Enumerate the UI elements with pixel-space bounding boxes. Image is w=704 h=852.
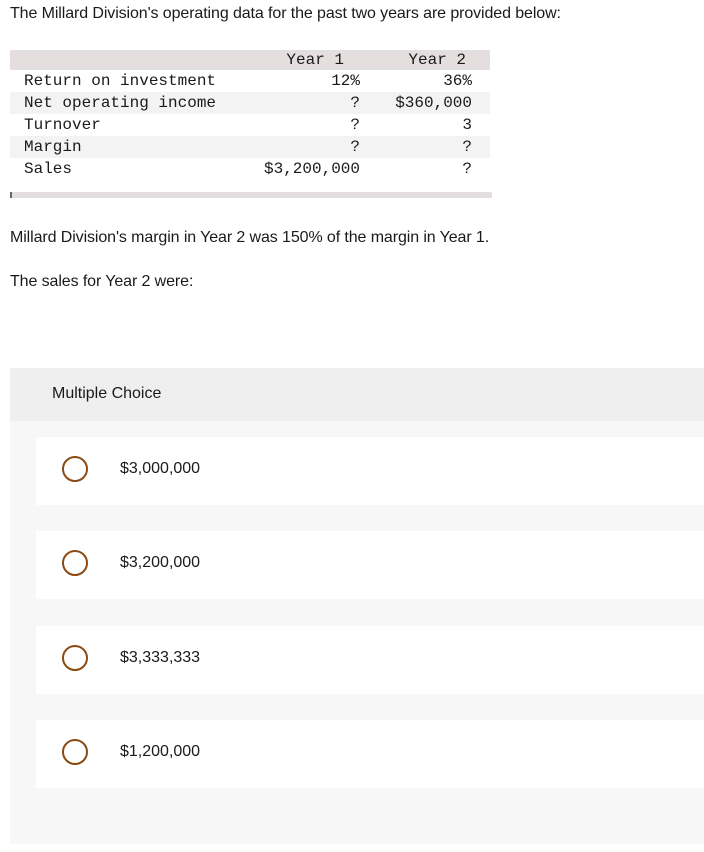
operating-data-table (10, 50, 490, 180)
table-row (10, 114, 490, 136)
answer-option-4[interactable] (36, 720, 704, 788)
table-footer-bar (10, 192, 492, 198)
row-label: Net operating income (24, 94, 217, 112)
radio-button-icon[interactable] (62, 550, 88, 576)
answer-option-2[interactable] (36, 531, 704, 599)
answer-option-3[interactable] (36, 626, 704, 694)
table-row (10, 158, 490, 180)
multiple-choice-title: Multiple Choice (52, 385, 162, 402)
option-label: $3,200,000 (120, 554, 201, 571)
table-row (10, 70, 490, 92)
year1-value: $3,200,000 (263, 160, 360, 178)
row-label: Return on investment (24, 72, 217, 90)
row-label: Turnover (24, 116, 101, 134)
year2-value: 36% (443, 72, 472, 90)
margin-statement: Millard Division's margin in Year 2 was 150% of the margin in Year 1. (10, 229, 490, 246)
answer-option-1[interactable] (36, 437, 704, 505)
year2-value: $360,000 (395, 94, 472, 112)
year1-value: ? (350, 94, 360, 112)
table-header-row (10, 50, 490, 70)
multiple-choice-panel (10, 368, 704, 844)
row-label: Margin (24, 138, 82, 156)
radio-button-icon[interactable] (62, 645, 88, 671)
intro-text: The Millard Division's operating data for the past two years are provided below: (10, 5, 561, 22)
year2-header: Year 2 (408, 51, 466, 69)
year2-value: 3 (462, 116, 472, 134)
year1-header: Year 1 (286, 51, 344, 69)
year1-value: ? (350, 138, 360, 156)
year1-value: ? (350, 116, 360, 134)
year2-value: ? (462, 160, 472, 178)
question-text: The sales for Year 2 were: (10, 273, 194, 290)
year2-value: ? (462, 138, 472, 156)
table-row (10, 92, 490, 114)
option-label: $3,333,333 (120, 649, 201, 666)
year1-value: 12% (331, 72, 360, 90)
radio-button-icon[interactable] (62, 739, 88, 765)
table-row (10, 136, 490, 158)
radio-button-icon[interactable] (62, 456, 88, 482)
option-label: $1,200,000 (120, 743, 201, 760)
option-label: $3,000,000 (120, 460, 201, 477)
multiple-choice-header (10, 368, 704, 421)
row-label: Sales (24, 160, 73, 178)
